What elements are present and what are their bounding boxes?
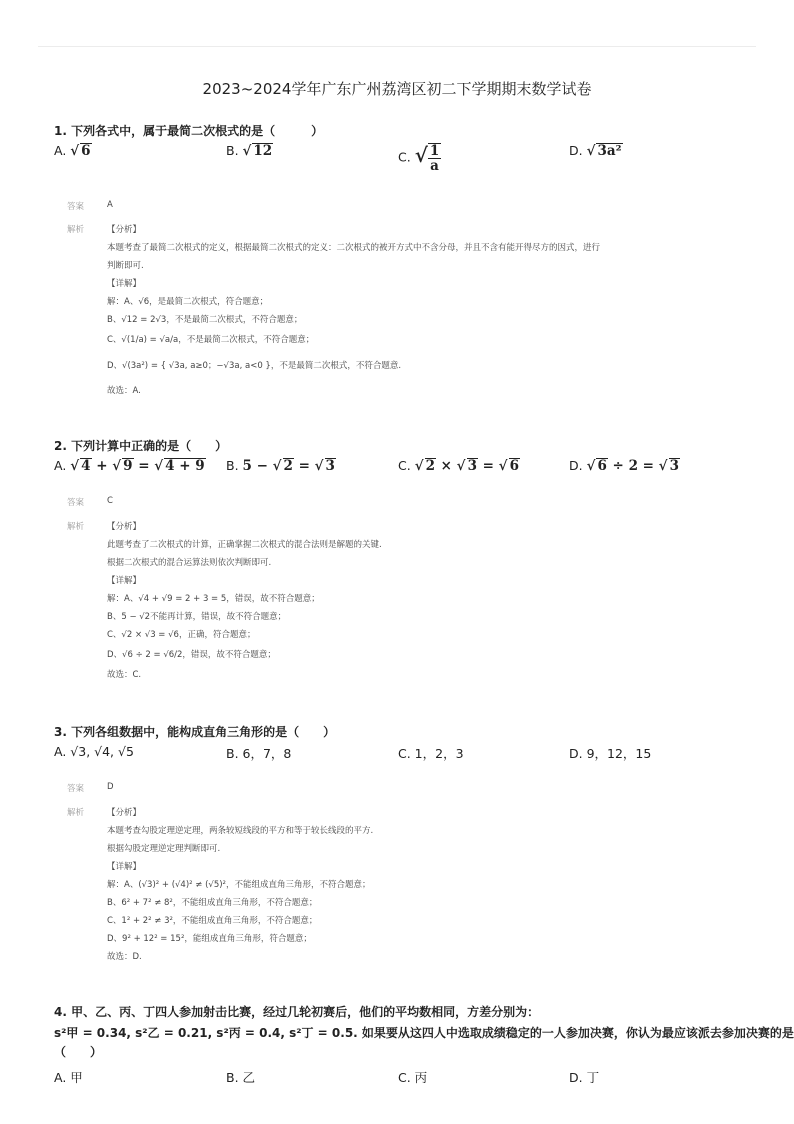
question-4-stem: 4. 甲、乙、丙、丁四人参加射击比赛，经过几轮初赛后，他们的平均数相同，方差分别为： xyxy=(54,1005,540,1019)
q1-line: 【分析】 xyxy=(107,225,142,235)
question-3-stem: 3. 下列各组数据中，能构成直角三角形的是（ ） xyxy=(54,725,336,739)
q3-line: 解：A、(√3)² + (√4)² ≠ (√5)²，不能组成直角三角形，不符合题意； xyxy=(107,880,371,890)
q3-line: B、6² + 7² ≠ 8²，不能组成直角三角形，不符合题意； xyxy=(107,898,318,908)
q3-option-a: A. √3, √4, √5 xyxy=(54,744,134,759)
q1-answer: A xyxy=(107,200,113,210)
q3-solution xyxy=(67,778,734,968)
question-4-options xyxy=(54,1068,756,1090)
q1-option-c: C. √ $\frac{1}{a}$ xyxy=(398,143,440,175)
q2-line: D、√6 ÷ 2 = √6/2，错误，故不符合题意； xyxy=(107,650,276,660)
question-1-options xyxy=(54,143,756,177)
q2-line: 【详解】 xyxy=(107,576,142,586)
q1-line: 故选：A. xyxy=(107,386,141,396)
q3-answer-label: 答案 xyxy=(67,784,85,794)
question-4-stem-blank: （ ） xyxy=(54,1045,103,1059)
q2-line: 解：A、√4 + √9 = 2 + 3 = 5，错误，故不符合题意； xyxy=(107,594,320,604)
top-divider xyxy=(38,46,756,47)
question-2-stem: 2. 下列计算中正确的是（ ） xyxy=(54,439,228,453)
q1-line: 本题考查了最简二次根式的定义，根据最简二次根式的定义：二次根式的被开方式中不含分母，并且不含有能开得尽方的因式，进行 xyxy=(107,243,601,253)
q3-line: 本题考查勾股定理逆定理，两条较短线段的平方和等于较长线段的平方. xyxy=(107,826,374,836)
q1-option-a: A. √ 6 xyxy=(54,143,91,159)
q3-line: 【详解】 xyxy=(107,862,142,872)
q3-line: 根据勾股定理逆定理判断即可. xyxy=(107,844,221,854)
q1-line: D、√(3a²) = { √3a, a≥0；−√3a, a<0 }，不是最简二次根式，不符合题意. xyxy=(107,361,402,371)
q2-line: B、5 − √2不能再计算，错误，故不符合题意； xyxy=(107,612,287,622)
q3-answer: D xyxy=(107,782,114,792)
q3-option-c: C. 1，2，3 xyxy=(398,746,464,761)
q3-analysis-label: 解析 xyxy=(67,808,85,818)
q3-line: 【分析】 xyxy=(107,808,142,818)
q3-line: 故选：D. xyxy=(107,952,142,962)
question-4-stem-variances: s²甲 = 0.34, s²乙 = 0.21, s²丙 = 0.4, s²丁 = 0.5. 如果要从这四人中选取成绩稳定的一人参加决赛，你认为最应该派去参加决赛的是 xyxy=(54,1026,794,1040)
q2-line: 此题考查了二次根式的计算，正确掌握二次根式的混合法则是解题的关键. xyxy=(107,540,382,550)
question-3 xyxy=(54,724,756,766)
q2-option-c: C. √ 2 × √ 3 = √ 6 xyxy=(398,458,519,474)
q1-answer-label: 答案 xyxy=(67,202,85,212)
q3-line: D、9² + 12² = 15²，能组成直角三角形，符合题意； xyxy=(107,934,312,944)
q3-option-d: D. 9，12，15 xyxy=(569,746,652,761)
q1-line: 【详解】 xyxy=(107,279,142,289)
q2-line: C、√2 × √3 = √6，正确，符合题意； xyxy=(107,630,256,640)
page-title: 2023~2024学年广东广州荔湾区初二下学期期末数学试卷 xyxy=(202,80,592,98)
question-4 xyxy=(54,1004,794,1090)
q2-option-b: B. 5 − √ 2 = √ 3 xyxy=(226,458,335,474)
q1-analysis-label: 解析 xyxy=(67,225,85,235)
question-2-options xyxy=(54,458,756,480)
q2-option-a: A. √ 4 + √ 9 = √ 4 + 9 xyxy=(54,458,205,474)
question-2 xyxy=(54,438,756,480)
question-1 xyxy=(54,123,756,177)
q1-line: C、√(1/a) = √a/a，不是最简二次根式，不符合题意； xyxy=(107,335,315,345)
q4-option-a: A. 甲 xyxy=(54,1070,83,1085)
q1-solution xyxy=(67,196,734,406)
q1-line: 解：A、√6，是最简二次根式，符合题意； xyxy=(107,297,269,307)
q2-answer-label: 答案 xyxy=(67,498,85,508)
q2-answer: C xyxy=(107,496,113,506)
q2-line: 根据二次根式的混合运算法则依次判断即可. xyxy=(107,558,272,568)
q3-line: C、1² + 2² ≠ 3²，不能组成直角三角形，不符合题意； xyxy=(107,916,318,926)
q4-option-b: B. 乙 xyxy=(226,1070,256,1085)
q1-line: 判断即可. xyxy=(107,261,144,271)
q3-option-b: B. 6，7，8 xyxy=(226,746,292,761)
question-1-stem: 1. 下列各式中，属于最简二次根式的是（ ） xyxy=(54,124,324,138)
q2-line: 故选：C. xyxy=(107,670,142,680)
q2-line: 【分析】 xyxy=(107,522,142,532)
q2-analysis-label: 解析 xyxy=(67,522,85,532)
q1-option-d: D. √ 3a² xyxy=(569,143,622,159)
question-3-options xyxy=(54,744,756,766)
q1-option-b: B. √ 12 xyxy=(226,143,273,159)
q4-option-d: D. 丁 xyxy=(569,1070,600,1085)
q2-solution xyxy=(67,492,734,692)
q4-option-c: C. 丙 xyxy=(398,1070,428,1085)
q2-option-d: D. √ 6 ÷ 2 = √ 3 xyxy=(569,458,679,474)
q1-line: B、√12 = 2√3，不是最简二次根式，不符合题意； xyxy=(107,315,303,325)
